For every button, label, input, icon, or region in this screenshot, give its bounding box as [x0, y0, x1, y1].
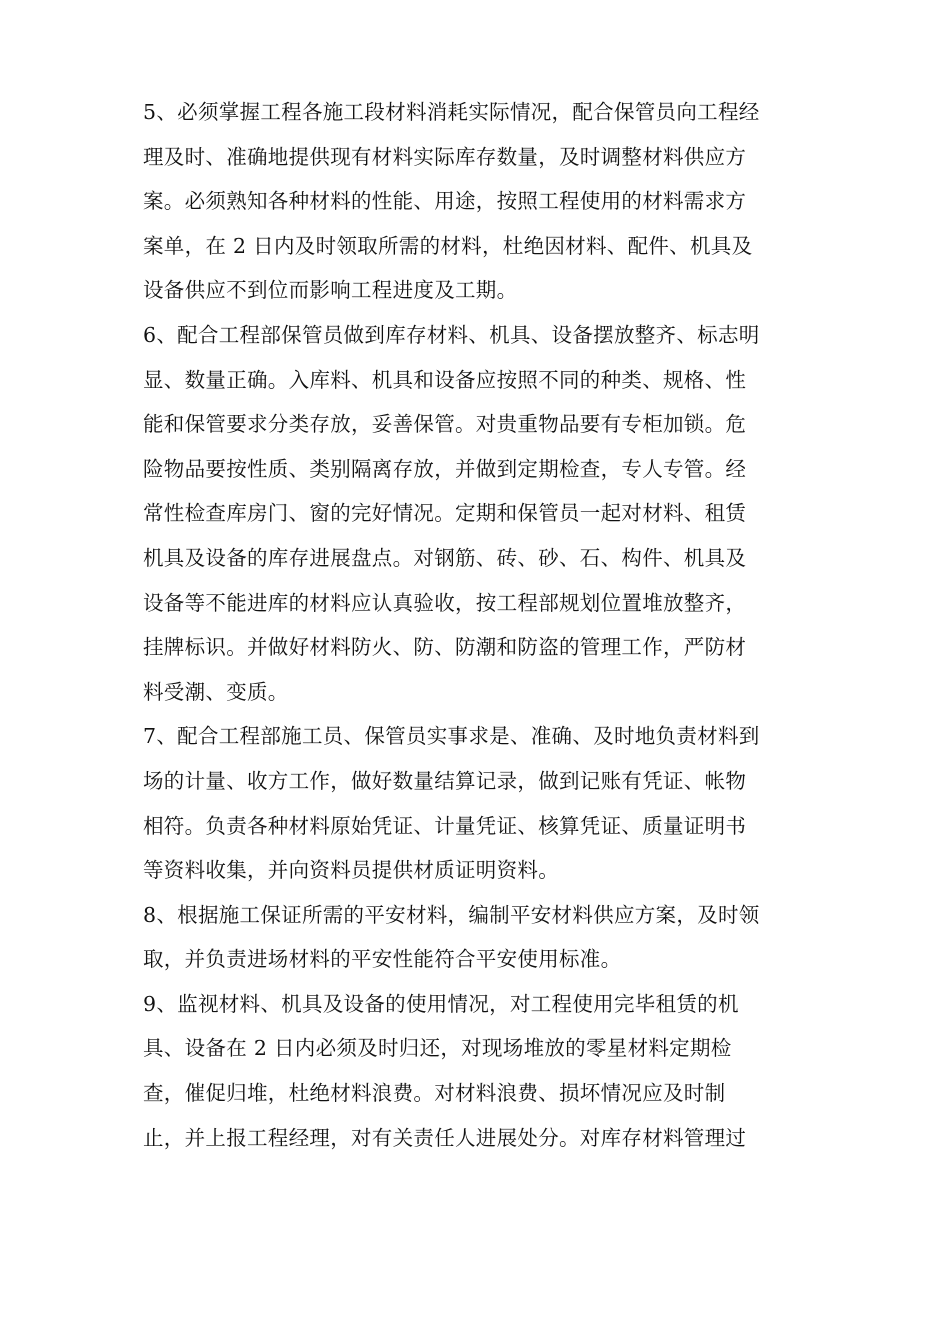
text-line: 取，并负责进场材料的平安性能符合平安使用标准。 [143, 947, 622, 972]
text-line: 显、数量正确。入库料、机具和设备应按照不同的种类、规格、性 [143, 367, 747, 392]
text-line: 8、根据施工保证所需的平安材料，编制平安材料供应方案，及时领 [143, 902, 760, 927]
text-line: 能和保管要求分类存放，妥善保管。对贵重物品要有专柜加锁。危 [143, 412, 747, 437]
text-line: 具、设备在 2 日内必须及时归还，对现场堆放的零星材料定期检 [143, 1036, 732, 1061]
text-line: 查，催促归堆，杜绝材料浪费。对材料浪费、损坏情况应及时制 [143, 1081, 726, 1106]
text-line: 6、配合工程部保管员做到库存材料、机具、设备摆放整齐、标志明 [143, 322, 760, 347]
text-line: 挂牌标识。并做好材料防火、防、防潮和防盗的管理工作，严防材 [143, 635, 747, 660]
text-line: 场的计量、收方工作，做好数量结算记录，做到记账有凭证、帐物 [143, 768, 747, 793]
text-line: 案。必须熟知各种材料的性能、用途，按照工程使用的材料需求方 [143, 189, 747, 214]
text-line: 理及时、准确地提供现有材料实际库存数量，及时调整材料供应方 [143, 144, 747, 169]
text-line: 相符。负责各种材料原始凭证、计量凭证、核算凭证、质量证明书 [143, 813, 747, 838]
text-line: 料受潮、变质。 [143, 679, 289, 704]
text-line: 5、必须掌握工程各施工段材料消耗实际情况，配合保管员向工程经 [143, 100, 760, 124]
text-line: 险物品要按性质、类别隔离存放，并做到定期检查，专人专管。经 [143, 456, 747, 481]
text-line: 机具及设备的库存进展盘点。对钢筋、砖、砂、石、构件、机具及 [143, 545, 747, 570]
text-line: 常性检查库房门、窗的完好情况。定期和保管员一起对材料、租赁 [143, 501, 747, 526]
text-line: 等资料收集，并向资料员提供材质证明资料。 [143, 858, 559, 883]
text-line: 7、配合工程部施工员、保管员实事求是、准确、及时地负责材料到 [143, 724, 760, 749]
text-line: 案单，在 2 日内及时领取所需的材料，杜绝因材料、配件、机具及 [143, 233, 753, 258]
text-line: 9、监视材料、机具及设备的使用情况，对工程使用完毕租赁的机 [143, 991, 739, 1016]
document-body [143, 90, 808, 1160]
text-line: 设备等不能进库的材料应认真验收，按工程部规划位置堆放整齐， [143, 590, 747, 615]
text-line: 止，并上报工程经理，对有关责任人进展处分。对库存材料管理过 [143, 1125, 747, 1150]
text-line: 设备供应不到位而影响工程进度及工期。 [143, 278, 518, 303]
